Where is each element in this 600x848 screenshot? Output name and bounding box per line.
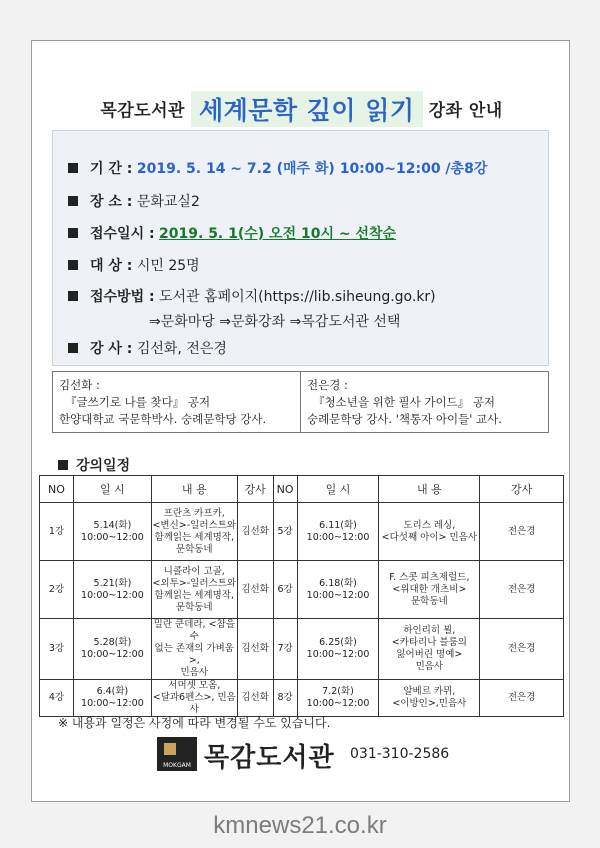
instructor-profiles xyxy=(52,371,549,433)
bullet-square-icon xyxy=(68,343,78,353)
bullet-square-icon xyxy=(68,260,78,270)
period-value: 2019. 5. 14 ~ 7.2 (매주 화) 10:00~12:00 /총8강 xyxy=(136,161,488,177)
info-place: 장 소 : 문화교실2 xyxy=(68,191,200,211)
title-highlight: 세계문학 깊이 읽기 xyxy=(191,91,423,127)
bullet-square-icon xyxy=(68,228,78,238)
target-value: 시민 25명 xyxy=(136,258,200,274)
info-registration: 접수일시 : 2019. 5. 1(수) 오전 10시 ~ 선착순 xyxy=(68,223,396,243)
method-path: ⇒문화마당 ⇒문화강좌 ⇒목감도서관 선택 xyxy=(149,314,401,330)
watermark: kmnews21.co.kr xyxy=(213,812,387,839)
library-logo-icon: MOKGAM xyxy=(157,737,197,771)
title-suffix: 강좌 안내 xyxy=(428,101,503,121)
instructor-profile: 김선화 : 『글쓰기로 나를 찾다』 공저 한양대학교 국문학박사. 숭례문학당 강사. xyxy=(59,378,267,426)
bullet-square-icon xyxy=(68,291,78,301)
title-library: 목감도서관 xyxy=(100,101,185,121)
place-value: 문화교실2 xyxy=(136,194,200,210)
poster xyxy=(31,40,570,802)
change-notice: ※ 내용과 일정은 사정에 따라 변경될 수도 있습니다. xyxy=(58,716,331,730)
bullet-square-icon xyxy=(68,196,78,206)
schedule-table xyxy=(39,475,564,717)
info-target: 대 상 : 시민 25명 xyxy=(68,255,200,275)
bullet-square-icon xyxy=(68,163,78,173)
table-row: 2강 5.21(화) 10:00~12:00 니콜라이 고골, <외투>-일러스트와 함께읽는 세계명작, 문학동네 김선화 6강 6.18(화) 10:00~12:00 F. 스콧 피츠제럴드, <위대한 개츠비> 문학동네 전은경 xyxy=(40,561,564,619)
instructors-value: 김선화, 전은경 xyxy=(136,341,227,357)
info-period: 기 간 : 2019. 5. 14 ~ 7.2 (매주 화) 10:00~12:00 /총8강 xyxy=(68,158,487,178)
phone-number: 031-310-2586 xyxy=(350,746,450,762)
library-name: 목감도서관 xyxy=(204,743,335,773)
method-value: 도서관 홈페이지(https://lib.siheung.go.kr) xyxy=(159,289,436,305)
table-row: 1강 5.14(화) 10:00~12:00 프란츠 카프카, <변신>-일러스트와 함께읽는 세계명작, 문학동네 김선화 5강 6.11(화) 10:00~12:00 도리스 레싱, <다섯째 아이> 민음사 전은경 xyxy=(40,503,564,561)
info-method: 접수방법 : 도서관 홈페이지(https://lib.siheung.go.kr) xyxy=(68,286,436,306)
schedule-heading: 강의일정 xyxy=(58,455,130,475)
bullet-square-icon xyxy=(58,460,68,470)
info-instructors: 강 사 : 김선화, 전은경 xyxy=(68,338,227,358)
instructor-profile: 전은경 : 『청소년을 위한 필사 가이드』 공저 숭례문학당 강사. '책통자 아이들' 교사. xyxy=(300,372,548,432)
table-row: 4강 6.4(화) 10:00~12:00 서머셋 모옴, <달과6펜스>, 민음사 김선화 8강 7.2(화) 10:00~12:00 알베르 카뮈, <이방인>,민음사 전은경 xyxy=(40,680,564,717)
poster-title xyxy=(32,91,571,127)
registration-value: 2019. 5. 1(수) 오전 10시 ~ 선착순 xyxy=(159,226,397,242)
table-row: 3강 5.28(화) 10:00~12:00 밀란 쿤데라, <참을수 없는 존재의 가벼움>, 민음사 김선화 7강 6.25(화) 10:00~12:00 하인리히 뵐, <카타리나 블룸의 잃어버린 명예> 민음사 전은경 xyxy=(40,619,564,680)
table-header-row: NO 일 시 내 용 강사 NO 일 시 내 용 강사 xyxy=(40,476,564,503)
